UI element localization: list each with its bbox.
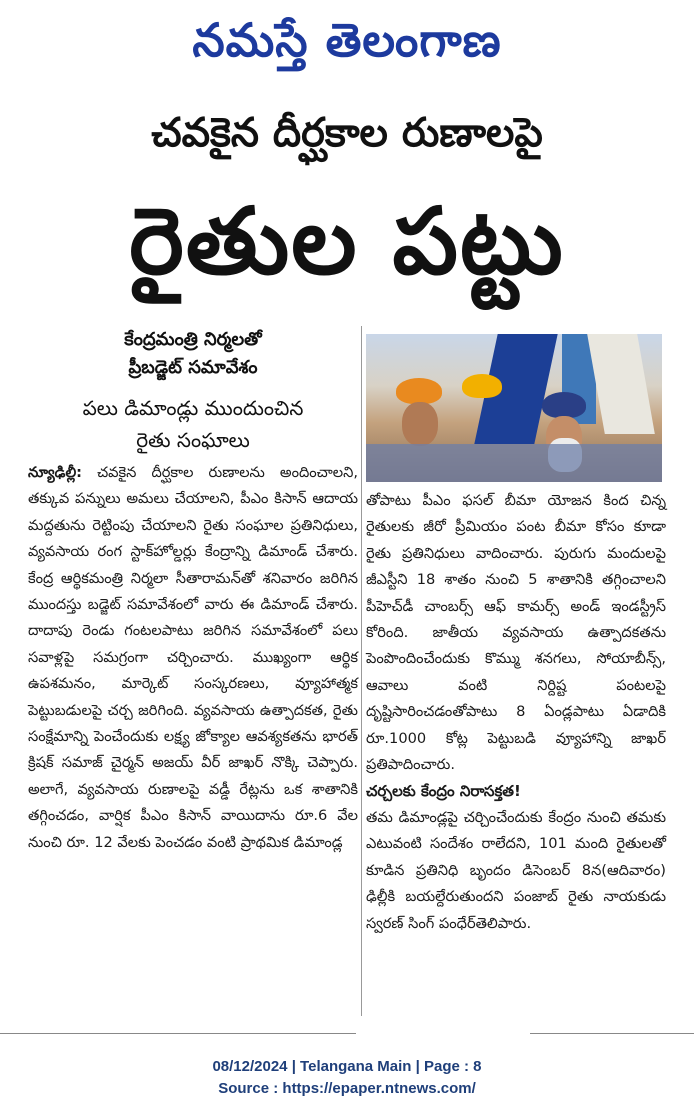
article-subhead-1: కేంద్రమంత్రి నిర్మలతో [124,329,262,350]
footer-edition-info: 08/12/2024 | Telangana Main | Page : 8 [212,1058,482,1075]
turban-shape [462,374,502,398]
farmers-protest-photo [366,334,662,482]
bottom-rule [530,1033,694,1034]
bottom-rule [0,1033,356,1034]
article-kicker: చవకైన దీర్ఘకాల రుణాలపై [151,110,543,156]
section-subheading: చర్చలకు కేంద్రం నిరాసక్తత! [366,782,521,801]
body-text-left: చవకైన దీర్ఘకాల రుణాలను అందించాలని, తక్కువ పన్నులు అమలు చేయాలని, పీఎం కిసాన్ ఆదాయ మద్దతును రెట్టింపు చేయాలని రైతు సంఘాల ప్రతినిధులు, వ్యవసాయ రంగ స్టాక్‌హోల్డర్లు కేంద్రాన్ని డిమాండ్ చేశారు. కేంద్ర ఆర్థికమంత్రి నిర్మలా సీతారామన్‌తో శనివారం జరిగిన ముందస్తు బడ్జెట్ సమావేశంలో వారు ఈ డిమాండ్ చేశారు. దాదాపు రెండు గంటలపాటు జరిగిన సమావేశంలో పలు సవాళ్లపై సమగ్రంగా చర్చించారు. ముఖ్యంగా ఆర్థిక ఉపశమనం, మార్కెట్ సంస్కరణలు, వ్యూహాత్మక పెట్టుబడులపై చర్చ జరిగింది. వ్యవసాయ ఉత్పాదకత, రైతు సంక్షేమాన్ని పెంచేందుకు లక్ష్య జోక్యాల ఆవశ్యకతను భారత్ క్రిషక్ సమాజ్ చైర్మన్ అజయ్ వీర్ జాఖర్ నొక్కి చెప్పారు. అలాగే, వ్యవసాయ రుణాలపై వడ్డీ రేట్లను ఒక శాతానికి తగ్గించడం, వార్షిక పీఎం కిసాన్ వాయిదాను రూ.6 వేల నుంచి రూ. 12 వేలకు పెంచడం వంటి ప్రాథమిక డిమాండ్ల [28,464,358,851]
masthead-logo: నమస్తే తెలంగాణ [192,13,502,67]
dateline: న్యూఢిల్లీ: [28,464,83,481]
column-divider [361,326,362,1016]
article-body-left [28,460,358,856]
body-paragraph [28,460,358,856]
article-subhead-4: రైతు సంఘాలు [136,428,250,452]
crowd-shape [366,444,662,482]
body-paragraph-right-2: తమ డిమాండ్లపై చర్చించేందుకు కేంద్రం నుంచి తమకు ఎటువంటి సందేశం రాలేదని, 101 మంది రైతులతో కూడిన ప్రతినిధి బృందం డిసెంబర్ 8న(ఆదివారం) ఢిల్లీకి బయల్దేరుతుందని పంజాబ్ రైతు నాయకుడు స్వరణ్ సింగ్ పంధేర్‌తెలిపారు. [366,808,666,932]
body-paragraph-right-1: తోపాటు పీఎం ఫసల్ బీమా యోజన కింద చిన్న రైతులకు జీరో ప్రీమియం పంట బీమా కోసం కూడా రైతు ప్రతినిధులు వాదించారు. పురుగు మందులపై జీఎస్టీని 18 శాతం నుంచి 5 శాతానికి తగ్గించాలని పీహెచ్‌డీ చాంబర్స్ ఆఫ్ కామర్స్ అండ్ ఇండస్ట్రీస్ కోరింది. జాతీయ వ్యవసాయ ఉత్పాదకతను పెంపొందించేందుకు కొమ్ము శనగలు, సోయాబీన్స్, ఆవాలు వంటి నిర్దిష్ట పంటలపై దృష్టిసారించడంతోపాటు 8 ఏండ్లపాటు ఏడాదికి రూ.1000 కోట్ల పెట్టుబడి వ్యూహాన్ని జాఖర్ ప్రతిపాదించారు. [366,492,666,774]
article-body-right [366,488,666,937]
flag-shape [587,334,655,434]
turban-shape [542,392,586,418]
face-shape [402,402,438,446]
turban-shape [396,378,442,404]
article-subhead-3: పలు డిమాండ్లు ముందుంచిన [82,396,304,420]
article-headline: రైతుల పట్టు [129,188,565,295]
footer-source: Source : https://epaper.ntnews.com/ [218,1080,476,1097]
article-subhead-2: ప్రీబడ్జెట్ సమావేశం [128,357,258,378]
